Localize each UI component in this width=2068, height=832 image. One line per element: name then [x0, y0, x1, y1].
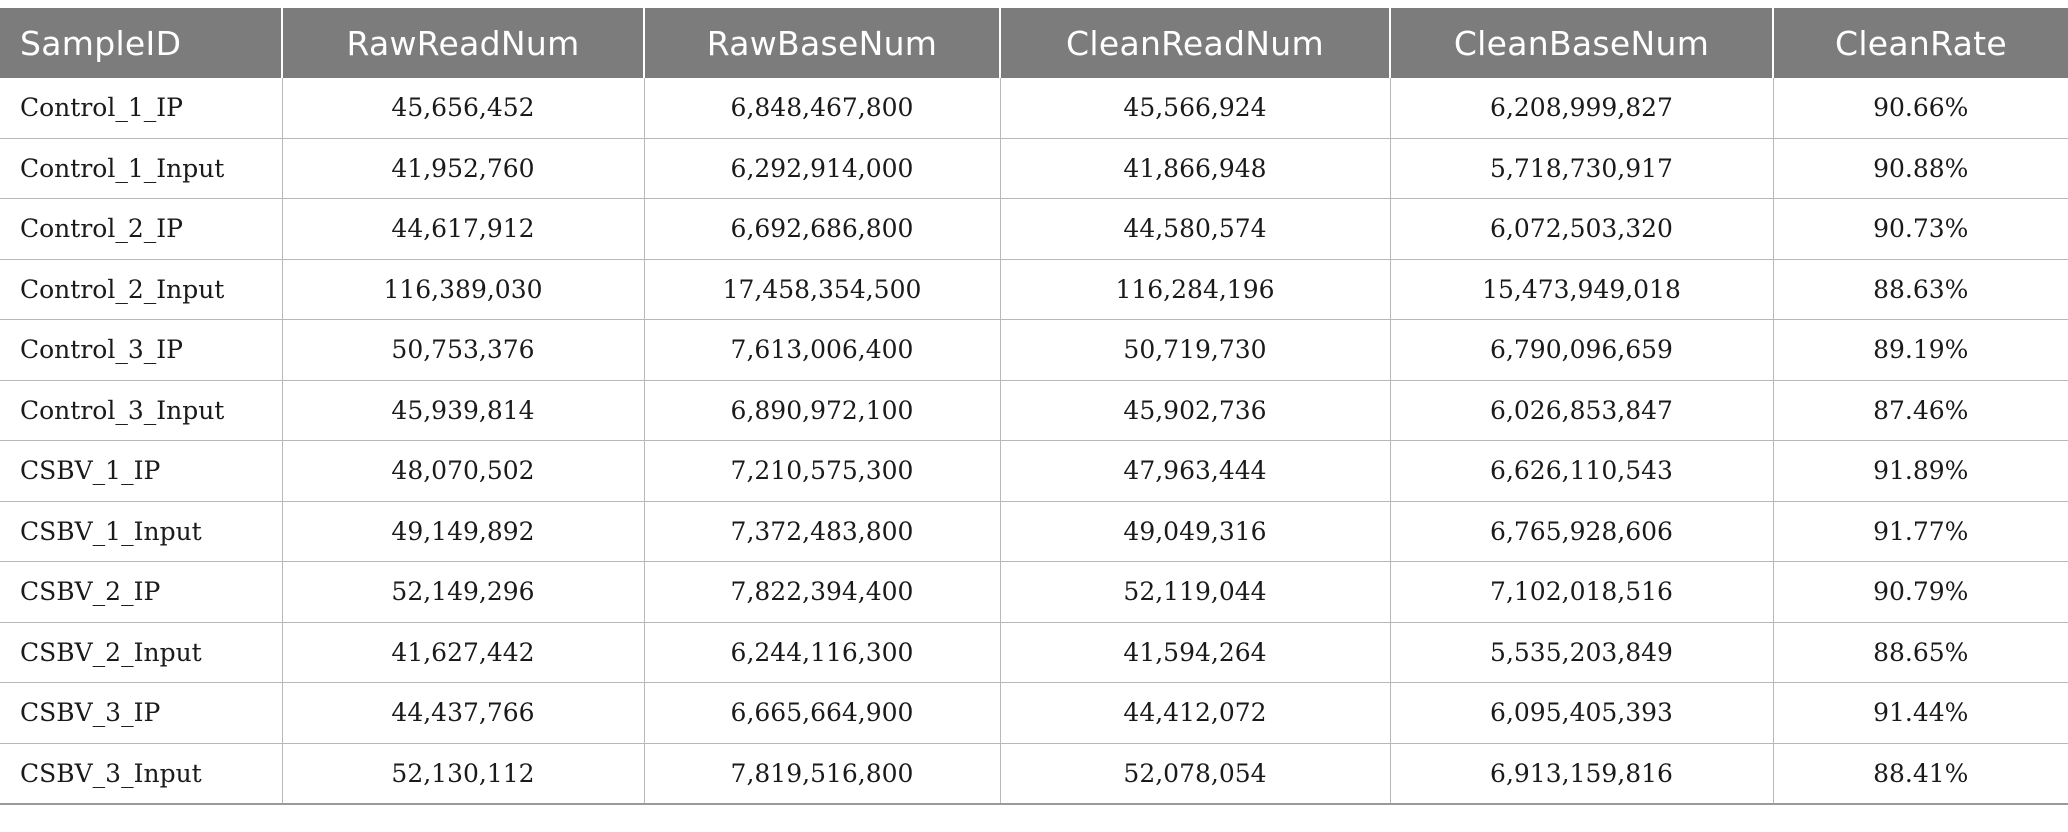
cell-raw-base-num: 17,458,354,500 — [644, 259, 1000, 320]
cell-raw-read-num: 45,939,814 — [282, 380, 644, 441]
cell-clean-read-num: 52,078,054 — [1000, 743, 1390, 804]
table-header-row — [0, 8, 2068, 78]
cell-raw-base-num: 7,210,575,300 — [644, 441, 1000, 502]
cell-raw-base-num: 7,819,516,800 — [644, 743, 1000, 804]
table-row — [0, 743, 2068, 804]
cell-clean-base-num: 6,913,159,816 — [1390, 743, 1773, 804]
column-header-clean-base-num: CleanBaseNum — [1390, 8, 1773, 78]
cell-raw-base-num: 6,292,914,000 — [644, 138, 1000, 199]
cell-raw-read-num: 116,389,030 — [282, 259, 644, 320]
cell-raw-base-num: 6,890,972,100 — [644, 380, 1000, 441]
table-row — [0, 138, 2068, 199]
cell-raw-base-num: 6,244,116,300 — [644, 622, 1000, 683]
cell-sample-id: CSBV_3_Input — [0, 743, 282, 804]
cell-raw-read-num: 52,149,296 — [282, 562, 644, 623]
cell-clean-rate: 91.44% — [1773, 683, 2068, 744]
cell-clean-read-num: 52,119,044 — [1000, 562, 1390, 623]
cell-clean-rate: 87.46% — [1773, 380, 2068, 441]
cell-clean-rate: 91.89% — [1773, 441, 2068, 502]
cell-clean-read-num: 50,719,730 — [1000, 320, 1390, 381]
cell-clean-base-num: 15,473,949,018 — [1390, 259, 1773, 320]
table-row — [0, 380, 2068, 441]
table-row — [0, 259, 2068, 320]
cell-clean-base-num: 6,765,928,606 — [1390, 501, 1773, 562]
cell-sample-id: Control_2_IP — [0, 199, 282, 260]
cell-sample-id: Control_3_Input — [0, 380, 282, 441]
table-row — [0, 683, 2068, 744]
cell-clean-rate: 88.41% — [1773, 743, 2068, 804]
cell-raw-read-num: 41,627,442 — [282, 622, 644, 683]
cell-sample-id: Control_3_IP — [0, 320, 282, 381]
cell-sample-id: CSBV_3_IP — [0, 683, 282, 744]
cell-clean-read-num: 45,566,924 — [1000, 78, 1390, 138]
cell-clean-read-num: 49,049,316 — [1000, 501, 1390, 562]
cell-clean-base-num: 6,072,503,320 — [1390, 199, 1773, 260]
column-header-clean-read-num: CleanReadNum — [1000, 8, 1390, 78]
cell-clean-base-num: 7,102,018,516 — [1390, 562, 1773, 623]
cell-clean-rate: 91.77% — [1773, 501, 2068, 562]
table-row — [0, 320, 2068, 381]
cell-raw-base-num: 7,372,483,800 — [644, 501, 1000, 562]
cell-clean-base-num: 6,026,853,847 — [1390, 380, 1773, 441]
cell-raw-base-num: 7,822,394,400 — [644, 562, 1000, 623]
column-header-sample-id: SampleID — [0, 8, 282, 78]
cell-clean-rate: 90.73% — [1773, 199, 2068, 260]
cell-sample-id: Control_1_IP — [0, 78, 282, 138]
cell-clean-base-num: 6,790,096,659 — [1390, 320, 1773, 381]
cell-clean-read-num: 47,963,444 — [1000, 441, 1390, 502]
cell-raw-base-num: 6,665,664,900 — [644, 683, 1000, 744]
cell-raw-read-num: 48,070,502 — [282, 441, 644, 502]
cell-clean-read-num: 41,594,264 — [1000, 622, 1390, 683]
cell-clean-read-num: 45,902,736 — [1000, 380, 1390, 441]
cell-raw-read-num: 50,753,376 — [282, 320, 644, 381]
cell-clean-base-num: 5,535,203,849 — [1390, 622, 1773, 683]
cell-clean-read-num: 44,580,574 — [1000, 199, 1390, 260]
cell-sample-id: CSBV_1_IP — [0, 441, 282, 502]
cell-clean-read-num: 116,284,196 — [1000, 259, 1390, 320]
cell-clean-rate: 90.79% — [1773, 562, 2068, 623]
table-body — [0, 78, 2068, 804]
cell-clean-read-num: 44,412,072 — [1000, 683, 1390, 744]
table-row — [0, 78, 2068, 138]
cell-raw-read-num: 44,617,912 — [282, 199, 644, 260]
cell-raw-base-num: 6,692,686,800 — [644, 199, 1000, 260]
cell-raw-base-num: 7,613,006,400 — [644, 320, 1000, 381]
cell-clean-base-num: 6,208,999,827 — [1390, 78, 1773, 138]
column-header-raw-read-num: RawReadNum — [282, 8, 644, 78]
cell-sample-id: CSBV_1_Input — [0, 501, 282, 562]
cell-clean-read-num: 41,866,948 — [1000, 138, 1390, 199]
table-row — [0, 199, 2068, 260]
table-row — [0, 441, 2068, 502]
cell-clean-rate: 89.19% — [1773, 320, 2068, 381]
cell-raw-read-num: 44,437,766 — [282, 683, 644, 744]
cell-clean-base-num: 5,718,730,917 — [1390, 138, 1773, 199]
column-header-clean-rate: CleanRate — [1773, 8, 2068, 78]
data-table-container — [0, 8, 2068, 805]
cell-clean-base-num: 6,095,405,393 — [1390, 683, 1773, 744]
cell-sample-id: Control_1_Input — [0, 138, 282, 199]
cell-clean-rate: 90.66% — [1773, 78, 2068, 138]
table-row — [0, 562, 2068, 623]
cell-raw-read-num: 49,149,892 — [282, 501, 644, 562]
cell-clean-base-num: 6,626,110,543 — [1390, 441, 1773, 502]
column-header-raw-base-num: RawBaseNum — [644, 8, 1000, 78]
table-row — [0, 622, 2068, 683]
cell-clean-rate: 88.65% — [1773, 622, 2068, 683]
cell-clean-rate: 90.88% — [1773, 138, 2068, 199]
cell-sample-id: CSBV_2_Input — [0, 622, 282, 683]
cell-raw-read-num: 41,952,760 — [282, 138, 644, 199]
cell-raw-base-num: 6,848,467,800 — [644, 78, 1000, 138]
cell-raw-read-num: 45,656,452 — [282, 78, 644, 138]
cell-clean-rate: 88.63% — [1773, 259, 2068, 320]
cell-raw-read-num: 52,130,112 — [282, 743, 644, 804]
sequencing-stats-table — [0, 8, 2068, 805]
cell-sample-id: CSBV_2_IP — [0, 562, 282, 623]
table-row — [0, 501, 2068, 562]
cell-sample-id: Control_2_Input — [0, 259, 282, 320]
